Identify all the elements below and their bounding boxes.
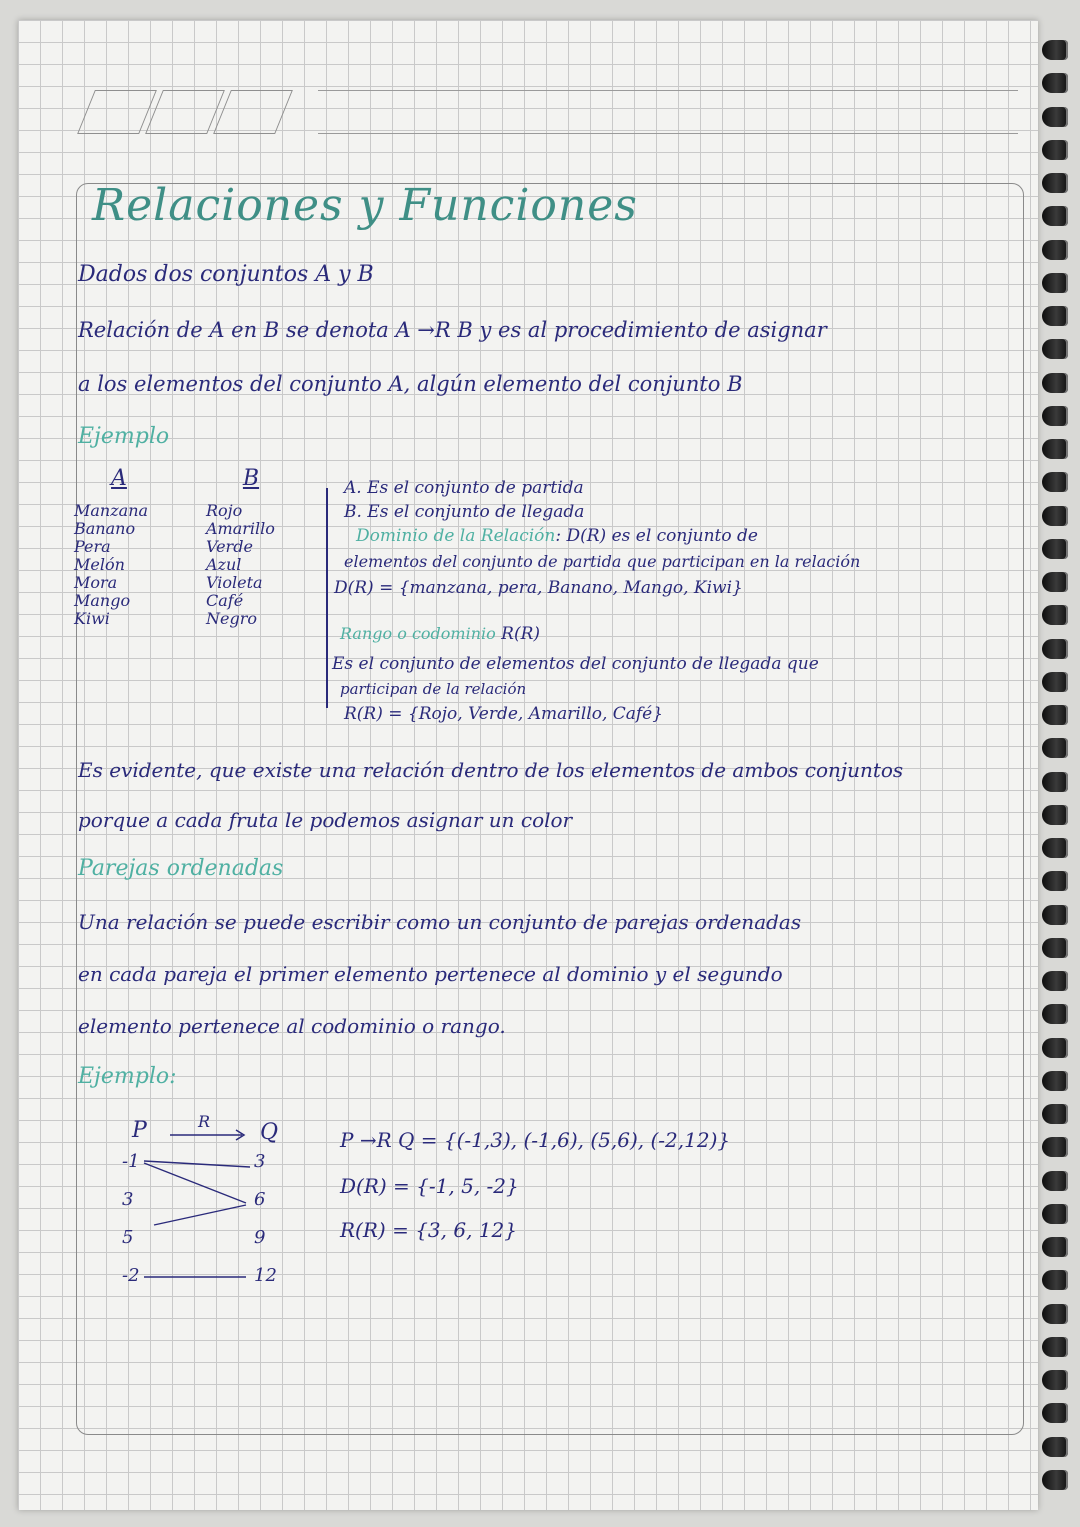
relation-set: P →R Q = {(-1,3), (-1,6), (5,6), (-2,12)}	[340, 1128, 731, 1152]
header-box	[77, 90, 157, 134]
spiral-ring	[1042, 1171, 1068, 1191]
spiral-ring	[1042, 1270, 1068, 1290]
set-a-item: Melón	[74, 555, 125, 574]
pairs-line-1: Una relación se puede escribir como un conjunto de parejas ordenadas	[78, 910, 802, 934]
p-item: 3	[122, 1189, 134, 1210]
spiral-ring	[1042, 539, 1068, 559]
spiral-ring	[1042, 107, 1068, 127]
set-a-item: Pera	[74, 537, 111, 556]
pairs-line-2: en cada pareja el primer elemento pertenece al dominio y el segundo	[78, 962, 783, 986]
p-item: -2	[122, 1265, 140, 1286]
spiral-ring	[1042, 406, 1068, 426]
spiral-ring	[1042, 1437, 1068, 1457]
domain-set: D(R) = {manzana, pera, Banano, Mango, Kiwi}	[334, 578, 743, 598]
relation-domain: D(R) = {-1, 5, -2}	[340, 1174, 519, 1198]
pairs-title: Parejas ordenadas	[78, 856, 284, 881]
spiral-ring	[1042, 1470, 1068, 1490]
set-a-item: Mora	[74, 573, 118, 592]
spiral-ring	[1042, 938, 1068, 958]
set-b-item: Amarillo	[206, 519, 275, 538]
q-item: 6	[254, 1189, 266, 1210]
set-b-item: Verde	[206, 537, 253, 556]
spiral-ring	[1042, 772, 1068, 792]
spiral-ring	[1042, 1104, 1068, 1124]
set-a-column	[74, 466, 164, 628]
set-a-head: A	[111, 466, 127, 491]
range-set: R(R) = {Rojo, Verde, Amarillo, Café}	[344, 704, 664, 724]
definition-line-1: Relación de A en B se denota A →R B y es al procedimiento de asignar	[78, 318, 827, 342]
spiral-ring	[1042, 639, 1068, 659]
set-a-item: Banano	[74, 519, 136, 538]
set-b-item: Negro	[206, 609, 257, 628]
header-box	[213, 90, 293, 134]
evident-line-1: Es evidente, que existe una relación dentro de los elementos de ambos conjuntos	[78, 758, 904, 782]
range-symbol: R(R)	[501, 624, 541, 644]
spiral-binding	[1042, 40, 1076, 1490]
spiral-ring	[1042, 1370, 1068, 1390]
spiral-ring	[1042, 672, 1068, 692]
header-boxes	[86, 90, 284, 134]
q-label: Q	[260, 1120, 279, 1145]
spiral-ring	[1042, 173, 1068, 193]
spiral-ring	[1042, 73, 1068, 93]
divider-line	[326, 488, 328, 708]
spiral-ring	[1042, 1337, 1068, 1357]
q-item: 9	[254, 1227, 266, 1248]
p-label: P	[132, 1118, 147, 1143]
spiral-ring	[1042, 738, 1068, 758]
spiral-ring	[1042, 1304, 1068, 1324]
set-b-head: B	[242, 466, 260, 491]
set-a-item: Manzana	[74, 501, 149, 520]
range-text-1: Es el conjunto de elementos del conjunto de llegada que	[332, 654, 819, 674]
domain-text-2: elementos del conjunto de partida que participan en la relación	[344, 552, 861, 571]
spiral-ring	[1042, 1403, 1068, 1423]
spiral-ring	[1042, 605, 1068, 625]
q-item: 12	[254, 1265, 277, 1286]
q-item: 3	[254, 1151, 266, 1172]
spiral-ring	[1042, 439, 1068, 459]
spiral-ring	[1042, 140, 1068, 160]
spiral-ring	[1042, 273, 1068, 293]
spiral-ring	[1042, 339, 1068, 359]
spiral-ring	[1042, 506, 1068, 526]
pairs-line-3: elemento pertenece al codominio o rango.	[78, 1014, 506, 1038]
spiral-ring	[1042, 1071, 1068, 1091]
domain-line-1	[356, 526, 758, 546]
page-title: Relaciones y Funciones	[92, 180, 638, 231]
set-a-item: Mango	[74, 591, 131, 610]
set-b-item: Café	[206, 591, 244, 610]
relation-arrow	[154, 1205, 246, 1225]
spiral-ring	[1042, 1137, 1068, 1157]
note-a: A. Es el conjunto de partida	[344, 478, 584, 498]
set-a-item: Kiwi	[74, 609, 110, 628]
example-label: Ejemplo	[78, 424, 170, 449]
header-box	[145, 90, 225, 134]
set-b-item: Rojo	[206, 501, 243, 520]
set-b-item: Azul	[206, 555, 242, 574]
spiral-ring	[1042, 240, 1068, 260]
note-b: B. Es el conjunto de llegada	[344, 502, 585, 522]
spiral-ring	[1042, 705, 1068, 725]
domain-title: Dominio de la Relación	[356, 526, 556, 546]
intro-text: Dados dos conjuntos A y B	[78, 262, 374, 287]
spiral-ring	[1042, 1237, 1068, 1257]
definition-line-2: a los elementos del conjunto A, algún elemento del conjunto B	[78, 372, 743, 396]
range-title: Rango o codominio	[340, 624, 496, 643]
spiral-ring	[1042, 838, 1068, 858]
range-line-1	[340, 624, 540, 644]
spiral-ring	[1042, 306, 1068, 326]
p-item: -1	[122, 1151, 140, 1172]
header-bar	[318, 90, 1018, 134]
spiral-ring	[1042, 1204, 1068, 1224]
range-text-2: participan de la relación	[340, 680, 527, 698]
r-label: R	[198, 1115, 211, 1131]
relation-arrow	[144, 1163, 246, 1203]
spiral-ring	[1042, 905, 1068, 925]
spiral-ring	[1042, 572, 1068, 592]
spiral-ring	[1042, 805, 1068, 825]
relation-arrow	[144, 1161, 250, 1167]
relation-diagram	[110, 1115, 330, 1305]
relation-range: R(R) = {3, 6, 12}	[340, 1218, 517, 1242]
domain-text-1: : D(R) es el conjunto de	[555, 526, 758, 546]
p-item: 5	[122, 1227, 134, 1248]
spiral-ring	[1042, 373, 1068, 393]
set-b-column	[206, 466, 296, 628]
spiral-ring	[1042, 1004, 1068, 1024]
spiral-ring	[1042, 971, 1068, 991]
spiral-ring	[1042, 871, 1068, 891]
spiral-ring	[1042, 472, 1068, 492]
spiral-ring	[1042, 206, 1068, 226]
example2-label: Ejemplo:	[78, 1064, 177, 1089]
spiral-ring	[1042, 1038, 1068, 1058]
set-b-item: Violeta	[206, 573, 263, 592]
spiral-ring	[1042, 40, 1068, 60]
evident-line-2: porque a cada fruta le podemos asignar un color	[78, 808, 573, 832]
